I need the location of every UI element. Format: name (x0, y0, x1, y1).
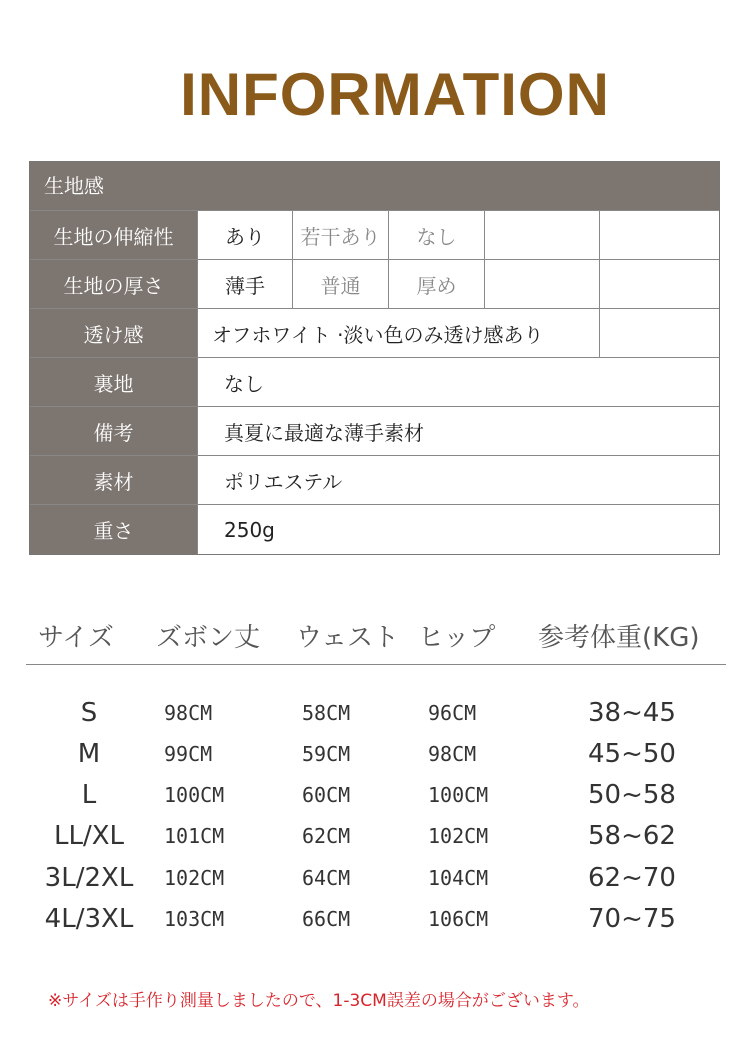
weight-cell: 50~58 (588, 780, 676, 810)
waist-cell: 59CM (302, 742, 351, 766)
size-row (0, 775, 750, 815)
fabric-info-table (29, 161, 720, 555)
hip-cell: 104CM (428, 866, 489, 890)
weight-label: 重さ (30, 505, 198, 554)
size-row (0, 734, 750, 774)
size-cell: M (77, 739, 101, 769)
thickness-empty-cell (485, 260, 600, 308)
length-cell: 99CM (164, 742, 213, 766)
weight-value: 250g (224, 517, 275, 542)
length-cell: 103CM (164, 907, 225, 931)
waist-cell: 58CM (302, 701, 351, 725)
waist-header: ウェスト (296, 623, 399, 653)
size-cell: 4L/3XL (44, 904, 134, 934)
waist-cell: 66CM (302, 907, 351, 931)
thickness-option-normal: 普通 (293, 260, 389, 308)
sheer-value: オフホワイト ·淡い色のみ透け感あり (198, 309, 600, 357)
stretch-empty-cell (485, 211, 600, 259)
measurement-note: ※サイズは手作り測量しましたので、1-3CM誤差の場合がございます。 (48, 991, 590, 1011)
fabric-feel-header: 生地感 (30, 162, 719, 210)
weight-cell: 45~50 (588, 739, 676, 769)
size-row (0, 899, 750, 939)
remarks-value: 真夏に最適な薄手素材 (224, 420, 424, 445)
hip-cell: 98CM (428, 742, 477, 766)
size-row (0, 858, 750, 898)
stretch-label: 生地の伸縮性 (30, 211, 198, 259)
material-value: ポリエステル (224, 469, 343, 494)
weight-ref-header: 参考体重(KG) (538, 623, 700, 653)
remarks-label: 備考 (30, 407, 198, 455)
size-cell: L (81, 780, 97, 810)
weight-cell: 70~75 (588, 904, 676, 934)
hip-cell: 100CM (428, 783, 489, 807)
sheer-row (30, 308, 719, 357)
size-cell: 3L/2XL (44, 863, 134, 893)
size-table-header (26, 617, 726, 665)
length-cell: 102CM (164, 866, 225, 890)
weight-cell: 38~45 (588, 698, 676, 728)
length-header: ズボン丈 (156, 623, 261, 653)
thickness-label: 生地の厚さ (30, 260, 198, 308)
hip-cell: 106CM (428, 907, 489, 931)
size-cell: LL/XL (53, 821, 125, 851)
hip-header: ヒップ (418, 623, 496, 653)
waist-cell: 64CM (302, 866, 351, 890)
waist-cell: 62CM (302, 824, 351, 848)
material-label: 素材 (30, 456, 198, 504)
size-header-divider (26, 664, 726, 665)
weight-cell: 58~62 (588, 821, 676, 851)
size-row (0, 693, 750, 733)
stretch-option-none: なし (389, 211, 485, 259)
stretch-option-yes: あり (198, 211, 293, 259)
sheer-label: 透け感 (30, 309, 198, 357)
remarks-row (30, 406, 719, 455)
lining-value: なし (224, 371, 264, 396)
lining-label: 裏地 (30, 358, 198, 406)
waist-cell: 60CM (302, 783, 351, 807)
thickness-option-thin: 薄手 (198, 260, 293, 308)
length-cell: 101CM (164, 824, 225, 848)
stretch-option-slight: 若干あり (293, 211, 389, 259)
size-row (0, 816, 750, 856)
material-row (30, 455, 719, 504)
size-cell: S (80, 698, 98, 728)
stretch-row (30, 210, 719, 259)
hip-cell: 102CM (428, 824, 489, 848)
thickness-row (30, 259, 719, 308)
weight-row (30, 504, 719, 554)
weight-cell: 62~70 (588, 863, 676, 893)
size-header: サイズ (38, 623, 114, 653)
lining-row (30, 357, 719, 406)
hip-cell: 96CM (428, 701, 477, 725)
length-cell: 98CM (164, 701, 213, 725)
page-title: INFORMATION (180, 61, 610, 128)
length-cell: 100CM (164, 783, 225, 807)
thickness-option-thick: 厚め (389, 260, 485, 308)
